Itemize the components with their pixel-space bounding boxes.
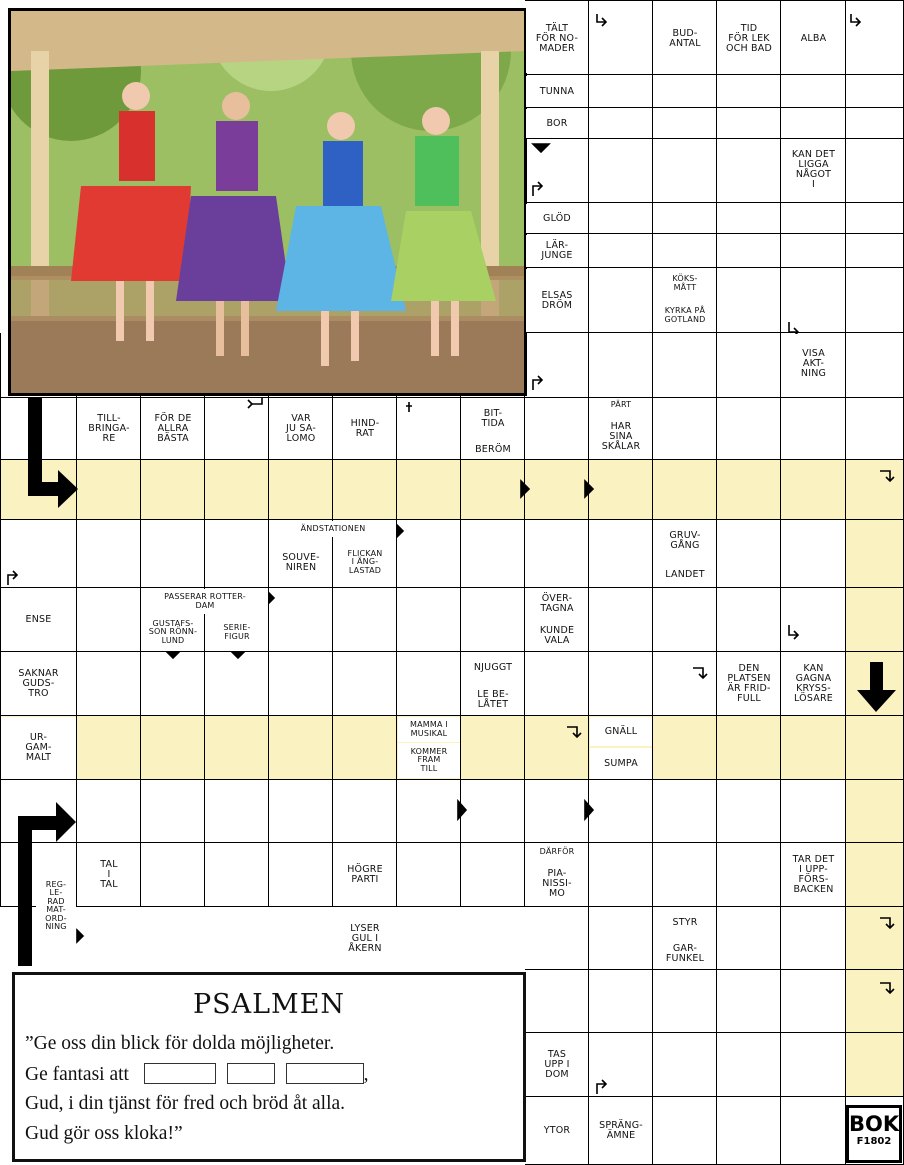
clue-gustafsson: GUSTAFS- SON RÖNN- LUND <box>142 615 204 650</box>
bok-code: F1802 <box>856 1136 892 1147</box>
grid-cell[interactable] <box>846 970 904 1033</box>
grid-cell[interactable] <box>525 398 589 460</box>
grid-cell[interactable] <box>653 333 717 398</box>
clue-kyrka: KYRKA PÅ GOTLAND <box>654 300 716 331</box>
clue-ense: ENSE <box>1 589 76 651</box>
grid-cell[interactable] <box>717 108 781 139</box>
grid-cell[interactable] <box>717 780 781 843</box>
grid-cell[interactable] <box>653 970 717 1033</box>
answer-box-1[interactable] <box>144 1063 216 1084</box>
grid-cell[interactable] <box>205 520 269 588</box>
grid-cell[interactable] <box>846 0 904 75</box>
clue-hogre: HÖGRE PARTI <box>334 844 396 906</box>
psalm-line-3: Gud, i din tjänst för fred och bröd åt alla. <box>25 1093 346 1114</box>
grid-cell[interactable] <box>397 460 461 520</box>
grid-cell[interactable] <box>525 139 589 203</box>
grid-cell[interactable] <box>846 75 904 108</box>
grid-cell[interactable] <box>525 780 589 843</box>
grid-cell[interactable] <box>781 268 846 333</box>
clue-tunna: TUNNA <box>526 76 588 107</box>
grid-cell[interactable] <box>653 716 717 780</box>
clue-tal: TAL I TAL <box>78 844 140 906</box>
grid-cell[interactable] <box>141 460 205 520</box>
grid-cell[interactable] <box>525 652 589 716</box>
grid-cell[interactable] <box>846 716 904 780</box>
clue-souveniren: SOUVE- NIREN <box>270 538 332 587</box>
grid-cell[interactable] <box>781 588 846 652</box>
grid-cell[interactable] <box>717 716 781 780</box>
grid-cell[interactable] <box>717 907 781 970</box>
grid-cell[interactable] <box>846 398 904 460</box>
answer-box-2[interactable] <box>227 1063 275 1084</box>
grid-cell[interactable] <box>397 780 461 843</box>
clue-berom: BERÖM <box>462 440 524 459</box>
clue-bittida: BIT- TIDA <box>462 399 524 438</box>
grid-cell[interactable] <box>205 716 269 780</box>
clue-flickan: FLICKAN I ÄNG- LASTAD <box>334 538 396 587</box>
grid-cell[interactable] <box>141 780 205 843</box>
grid-cell[interactable] <box>653 398 717 460</box>
grid-cell[interactable] <box>525 333 589 398</box>
psalm-title: PSALMEN <box>192 989 346 1020</box>
grid-cell[interactable] <box>717 268 781 333</box>
clue-glod: GLÖD <box>526 204 588 233</box>
grid-cell[interactable] <box>846 588 904 652</box>
grid-cell[interactable] <box>589 652 653 716</box>
psalm-line-2-comma: , <box>363 1064 369 1085</box>
clue-visa-aktning: VISA AKT- NING <box>782 334 845 393</box>
grid-cell[interactable] <box>781 460 846 520</box>
grid-cell[interactable] <box>461 588 525 652</box>
grid-cell[interactable] <box>0 398 77 460</box>
clue-kan-gagna: KAN GAGNA KRYSS- LÖSARE <box>782 653 845 715</box>
grid-cell[interactable] <box>589 907 653 970</box>
grid-cell[interactable] <box>461 520 525 588</box>
grid-cell[interactable] <box>781 108 846 139</box>
grid-cell[interactable] <box>589 1033 653 1097</box>
grid-cell[interactable] <box>846 780 904 843</box>
grid-cell[interactable] <box>205 780 269 843</box>
grid-cell[interactable] <box>589 234 653 268</box>
clue-pianissimo: PIA- NISSI- MO <box>526 862 588 905</box>
grid-cell[interactable] <box>333 780 397 843</box>
grid-cell[interactable] <box>397 652 461 716</box>
grid-cell[interactable] <box>846 333 904 398</box>
grid-cell[interactable] <box>846 234 904 268</box>
grid-cell[interactable] <box>589 520 653 588</box>
grid-cell[interactable] <box>589 333 653 398</box>
grid-cell[interactable] <box>205 460 269 520</box>
grid-cell[interactable] <box>653 460 717 520</box>
grid-cell[interactable] <box>781 970 846 1033</box>
grid-cell[interactable] <box>333 460 397 520</box>
psalm-line-2 <box>25 1063 368 1086</box>
grid-cell[interactable] <box>653 234 717 268</box>
clue-andstationen: ÄNDSTATIONEN <box>270 521 396 537</box>
clue-tid: TID FÖR LEK OCH BAD <box>718 4 780 73</box>
grid-cell[interactable] <box>781 907 846 970</box>
grid-cell[interactable] <box>525 460 589 520</box>
clue-styr: STYR <box>654 908 716 937</box>
grid-cell[interactable] <box>846 907 904 970</box>
grid-cell[interactable] <box>846 1033 904 1097</box>
grid-cell[interactable] <box>77 588 141 652</box>
grid-cell[interactable] <box>205 843 269 907</box>
grid-cell[interactable] <box>653 780 717 843</box>
grid-cell[interactable] <box>653 1097 717 1165</box>
clue-sprangamne: SPRÄNG- ÄMNE <box>590 1098 652 1164</box>
clue-njuggt: NJUGGT <box>462 653 524 682</box>
clue-tar-det: TAR DET I UPP- FÖRS- BACKEN <box>782 844 845 906</box>
clue-talt: TÄLT FÖR NO- MADER <box>526 4 588 73</box>
clue-bor: BOR <box>526 109 588 138</box>
grid-cell[interactable] <box>717 970 781 1033</box>
clue-lyser: LYSER GUL I ÅKERN <box>334 908 396 969</box>
grid-cell[interactable] <box>589 75 653 108</box>
grid-cell[interactable] <box>269 780 333 843</box>
grid-cell[interactable] <box>77 780 141 843</box>
bok-badge <box>846 1105 902 1163</box>
grid-cell[interactable] <box>846 108 904 139</box>
grid-cell[interactable] <box>525 520 589 588</box>
grid-cell[interactable] <box>205 652 269 716</box>
grid-cell[interactable] <box>589 0 653 75</box>
grid-cell[interactable] <box>781 520 846 588</box>
grid-cell[interactable] <box>717 203 781 234</box>
grid-cell[interactable] <box>653 652 717 716</box>
grid-cell[interactable] <box>461 843 525 907</box>
clue-ytor: YTOR <box>526 1098 588 1164</box>
grid-cell[interactable] <box>141 716 205 780</box>
grid-cell[interactable] <box>846 460 904 520</box>
grid-cell[interactable] <box>717 333 781 398</box>
psalm-line-2-text: Ge fantasi att <box>25 1064 129 1085</box>
answer-box-3[interactable] <box>286 1063 364 1084</box>
grid-cell[interactable] <box>717 398 781 460</box>
grid-cell[interactable] <box>333 652 397 716</box>
grid-cell[interactable] <box>717 460 781 520</box>
grid-cell[interactable] <box>0 460 77 520</box>
grid-cell[interactable] <box>589 268 653 333</box>
grid-cell[interactable] <box>653 1033 717 1097</box>
grid-cell[interactable] <box>141 652 205 716</box>
grid-cell[interactable] <box>461 460 525 520</box>
grid-cell[interactable] <box>653 75 717 108</box>
grid-cell[interactable] <box>589 970 653 1033</box>
clue-kan-det-ligga: KAN DET LIGGA NÅGOT I <box>782 140 845 199</box>
grid-cell[interactable] <box>461 780 525 843</box>
grid-cell[interactable] <box>269 460 333 520</box>
grid-cell[interactable] <box>397 588 461 652</box>
grid-cell[interactable] <box>781 75 846 108</box>
clue-le-belatet: LE BE- LÅTET <box>462 684 524 715</box>
clue-urgammalt: UR- GAM- MALT <box>1 717 76 779</box>
clue-alba: ALBA <box>782 4 845 73</box>
clue-tas-upp: TAS UPP I DOM <box>526 1034 588 1096</box>
grid-cell[interactable] <box>846 520 904 588</box>
grid-cell[interactable] <box>0 520 77 588</box>
clue-saknar: SAKNAR GUDS- TRO <box>1 653 76 715</box>
grid-cell[interactable] <box>525 907 589 970</box>
grid-cell[interactable] <box>397 843 461 907</box>
clue-overtagna: ÖVER- TAGNA <box>526 589 588 619</box>
bok-title: BOK <box>849 1112 900 1136</box>
clue-kommer-fram: KOMMER FRAM TILL <box>398 743 460 778</box>
grid-cell[interactable] <box>717 139 781 203</box>
clue-gnall: GNÄLL <box>590 717 652 746</box>
clue-hindrat: HIND- RAT <box>334 399 396 458</box>
clue-har-sina: HAR SINA SKÅLAR <box>590 414 652 459</box>
grid-cell[interactable] <box>846 268 904 333</box>
grid-cell[interactable] <box>717 234 781 268</box>
grid-cell[interactable] <box>717 1097 781 1165</box>
clue-larjunge: LÄR- JUNGE <box>526 235 588 267</box>
grid-cell[interactable] <box>333 588 397 652</box>
clue-koksmatt: KÖKS- MÅTT <box>654 269 716 298</box>
grid-cell[interactable] <box>461 716 525 780</box>
grid-cell[interactable] <box>781 1097 846 1165</box>
grid-cell[interactable] <box>589 203 653 234</box>
grid-cell[interactable] <box>269 588 333 652</box>
psalm-line-1: ”Ge oss din blick för dolda möjligheter. <box>25 1033 335 1054</box>
clue-den-platsen: DEN PLATSEN ÄR FRID- FULL <box>718 653 780 715</box>
clue-for-de-allra: FÖR DE ALLRA BÄSTA <box>142 399 204 458</box>
grid-cell[interactable] <box>589 588 653 652</box>
grid-cell[interactable] <box>589 108 653 139</box>
clue-landet: LANDET <box>654 562 716 587</box>
grid-cell[interactable] <box>781 234 846 268</box>
grid-cell[interactable] <box>717 843 781 907</box>
grid-cell[interactable] <box>77 520 141 588</box>
clue-elsas: ELSAS DRÖM <box>526 269 588 332</box>
grid-cell[interactable] <box>846 652 904 716</box>
grid-cell[interactable] <box>269 716 333 780</box>
grid-cell[interactable] <box>653 203 717 234</box>
grid-cell[interactable] <box>717 1033 781 1097</box>
clue-mamma: MAMMA I MUSIKAL <box>398 717 460 742</box>
grid-cell[interactable] <box>77 652 141 716</box>
grid-cell[interactable] <box>653 139 717 203</box>
grid-cell[interactable] <box>717 588 781 652</box>
clue-sumpa: SUMPA <box>590 748 652 779</box>
grid-cell[interactable] <box>269 652 333 716</box>
clue-budantal: BUD- ANTAL <box>654 4 716 73</box>
grid-cell[interactable] <box>653 108 717 139</box>
clue-var-ju: VAR JU SA- LOMO <box>270 399 332 458</box>
grid-cell[interactable] <box>781 1033 846 1097</box>
grid-cell[interactable] <box>589 843 653 907</box>
clue-tillbringare: TILL- BRINGA- RE <box>78 399 140 458</box>
grid-cell[interactable] <box>781 716 846 780</box>
clue-gruvgang: GRUV- GÅNG <box>654 521 716 560</box>
clue-part: PÄRT <box>590 399 652 412</box>
grid-cell[interactable] <box>589 460 653 520</box>
clue-garfunkel: GAR- FUNKEL <box>654 939 716 969</box>
grid-cell[interactable] <box>781 780 846 843</box>
grid-cell[interactable] <box>781 398 846 460</box>
grid-cell[interactable] <box>525 716 589 780</box>
psalm-box <box>12 972 526 1162</box>
grid-cell[interactable] <box>717 75 781 108</box>
grid-cell[interactable] <box>846 203 904 234</box>
grid-cell[interactable] <box>205 398 269 460</box>
grid-cell[interactable] <box>0 780 77 843</box>
grid-cell[interactable] <box>846 139 904 203</box>
grid-cell[interactable] <box>717 520 781 588</box>
grid-cell[interactable] <box>141 520 205 588</box>
grid-cell[interactable] <box>77 716 141 780</box>
grid-cell[interactable] <box>333 716 397 780</box>
grid-cell[interactable] <box>846 843 904 907</box>
photo-dancing-women <box>8 8 527 396</box>
grid-cell[interactable] <box>589 780 653 843</box>
clue-kunde-vala: KUNDE VALA <box>526 620 588 651</box>
grid-cell[interactable] <box>781 203 846 234</box>
grid-cell[interactable] <box>269 843 333 907</box>
grid-cell[interactable] <box>397 398 461 460</box>
clue-darfor: DÄRFÖR <box>526 844 588 861</box>
grid-cell[interactable] <box>653 588 717 652</box>
grid-cell[interactable] <box>141 843 205 907</box>
grid-cell[interactable] <box>525 970 589 1033</box>
grid-cell[interactable] <box>653 843 717 907</box>
clue-seriefigur: SERIE- FIGUR <box>206 615 268 650</box>
grid-cell[interactable] <box>397 520 461 588</box>
clue-passerar: PASSERAR ROTTER- DAM <box>142 589 268 614</box>
clue-regle: REG- LE- RAD MAT- ORD- NING <box>36 846 76 966</box>
grid-cell[interactable] <box>77 460 141 520</box>
grid-cell[interactable] <box>589 139 653 203</box>
psalm-line-4: Gud gör oss kloka!” <box>25 1123 183 1144</box>
